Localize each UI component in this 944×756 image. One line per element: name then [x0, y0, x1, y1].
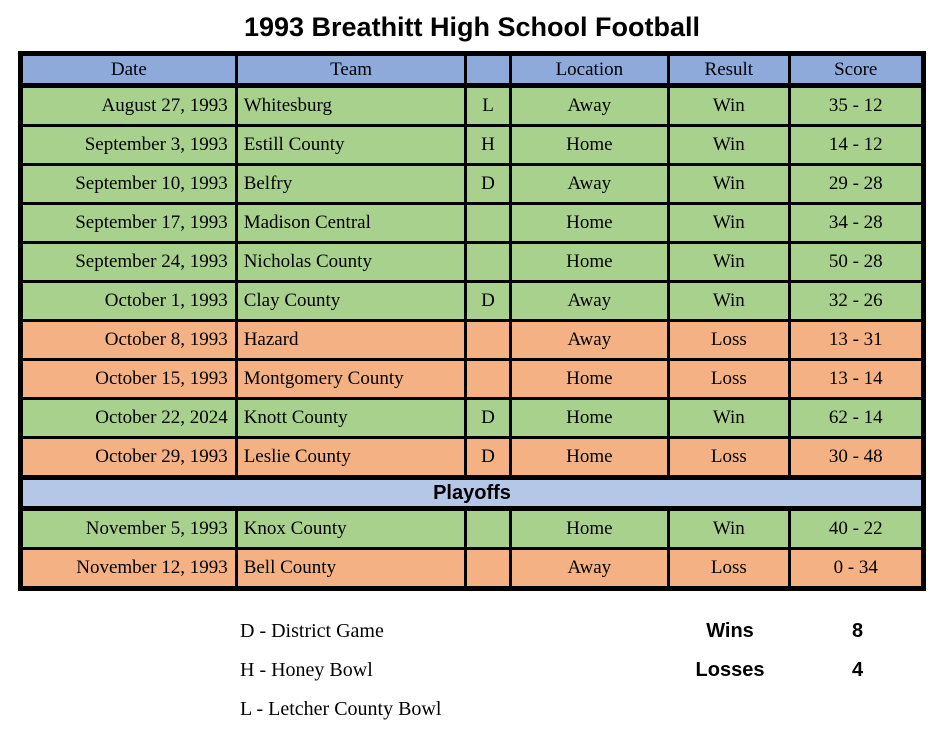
date-cell: November 12, 1993 — [21, 549, 237, 589]
result-cell: Win — [669, 86, 789, 126]
date-cell: September 17, 1993 — [21, 204, 237, 243]
score-cell: 34 - 28 — [789, 204, 924, 243]
game-code-cell: D — [466, 282, 510, 321]
location-cell: Home — [510, 438, 669, 478]
game-code-cell: D — [466, 165, 510, 204]
playoffs-banner-label: Playoffs — [21, 478, 924, 509]
location-cell: Home — [510, 204, 669, 243]
score-cell: 32 - 26 — [789, 282, 924, 321]
location-cell: Home — [510, 399, 669, 438]
losses-label: Losses — [695, 659, 765, 681]
wins-label: Wins — [706, 620, 754, 642]
team-cell: Clay County — [236, 282, 466, 321]
schedule-table — [18, 51, 926, 591]
team-cell: Whitesburg — [236, 86, 466, 126]
losses-row — [645, 657, 900, 683]
header-result: Result — [669, 54, 789, 86]
score-cell: 30 - 48 — [789, 438, 924, 478]
score-cell: 62 - 14 — [789, 399, 924, 438]
result-cell: Win — [669, 204, 789, 243]
table-row — [21, 399, 924, 438]
result-cell: Loss — [669, 321, 789, 360]
result-cell: Win — [669, 399, 789, 438]
wins-value: 8 — [851, 620, 864, 642]
team-cell: Montgomery County — [236, 360, 466, 399]
result-cell: Win — [669, 509, 789, 549]
score-cell: 13 - 31 — [789, 321, 924, 360]
game-code-cell: H — [466, 126, 510, 165]
date-cell: October 1, 1993 — [21, 282, 237, 321]
table-row — [21, 86, 924, 126]
score-cell: 14 - 12 — [789, 126, 924, 165]
team-cell: Knox County — [236, 509, 466, 549]
game-code-cell — [466, 549, 510, 589]
game-code-cell: L — [466, 86, 510, 126]
team-cell: Bell County — [236, 549, 466, 589]
table-row — [21, 438, 924, 478]
date-cell: October 8, 1993 — [21, 321, 237, 360]
game-code-cell — [466, 204, 510, 243]
legend-item-honey-bowl: H - Honey Bowl — [240, 659, 373, 681]
table-row — [21, 321, 924, 360]
date-cell: September 24, 1993 — [21, 243, 237, 282]
result-cell: Loss — [669, 360, 789, 399]
date-cell: October 22, 2024 — [21, 399, 237, 438]
location-cell: Away — [510, 86, 669, 126]
record-summary — [645, 618, 900, 696]
result-cell: Win — [669, 282, 789, 321]
date-cell: October 29, 1993 — [21, 438, 237, 478]
team-cell: Hazard — [236, 321, 466, 360]
table-row — [21, 360, 924, 399]
score-cell: 0 - 34 — [789, 549, 924, 589]
location-cell: Away — [510, 321, 669, 360]
game-code-cell — [466, 243, 510, 282]
table-row — [21, 282, 924, 321]
game-code-cell: D — [466, 399, 510, 438]
location-cell: Home — [510, 360, 669, 399]
header-code — [466, 54, 510, 86]
team-cell: Belfry — [236, 165, 466, 204]
team-cell: Leslie County — [236, 438, 466, 478]
game-code-cell — [466, 509, 510, 549]
score-cell: 29 - 28 — [789, 165, 924, 204]
team-cell: Madison Central — [236, 204, 466, 243]
result-cell: Win — [669, 243, 789, 282]
result-cell: Win — [669, 126, 789, 165]
legend-item-district: D - District Game — [240, 620, 384, 642]
wins-row — [645, 618, 900, 644]
footer-section — [0, 618, 944, 738]
table-row — [21, 549, 924, 589]
header-row — [21, 54, 924, 86]
game-code-cell — [466, 321, 510, 360]
location-cell: Home — [510, 243, 669, 282]
table-row — [21, 509, 924, 549]
losses-value: 4 — [851, 659, 864, 681]
score-cell: 50 - 28 — [789, 243, 924, 282]
header-date: Date — [21, 54, 237, 86]
date-cell: November 5, 1993 — [21, 509, 237, 549]
team-cell: Nicholas County — [236, 243, 466, 282]
page-title: 1993 Breathitt High School Football — [243, 12, 701, 42]
date-cell: September 3, 1993 — [21, 126, 237, 165]
location-cell: Away — [510, 282, 669, 321]
playoffs-banner — [21, 478, 924, 509]
location-cell: Home — [510, 509, 669, 549]
legend-item-letcher-bowl: L - Letcher County Bowl — [240, 698, 442, 720]
header-team: Team — [236, 54, 466, 86]
score-cell: 13 - 14 — [789, 360, 924, 399]
date-cell: September 10, 1993 — [21, 165, 237, 204]
result-cell: Loss — [669, 438, 789, 478]
header-score: Score — [789, 54, 924, 86]
date-cell: October 15, 1993 — [21, 360, 237, 399]
score-cell: 35 - 12 — [789, 86, 924, 126]
table-row — [21, 126, 924, 165]
location-cell: Away — [510, 165, 669, 204]
game-code-cell — [466, 360, 510, 399]
table-row — [21, 243, 924, 282]
result-cell: Win — [669, 165, 789, 204]
header-location: Location — [510, 54, 669, 86]
table-row — [21, 204, 924, 243]
team-cell: Estill County — [236, 126, 466, 165]
team-cell: Knott County — [236, 399, 466, 438]
date-cell: August 27, 1993 — [21, 86, 237, 126]
table-row — [21, 165, 924, 204]
location-cell: Away — [510, 549, 669, 589]
game-code-cell: D — [466, 438, 510, 478]
location-cell: Home — [510, 126, 669, 165]
result-cell: Loss — [669, 549, 789, 589]
score-cell: 40 - 22 — [789, 509, 924, 549]
